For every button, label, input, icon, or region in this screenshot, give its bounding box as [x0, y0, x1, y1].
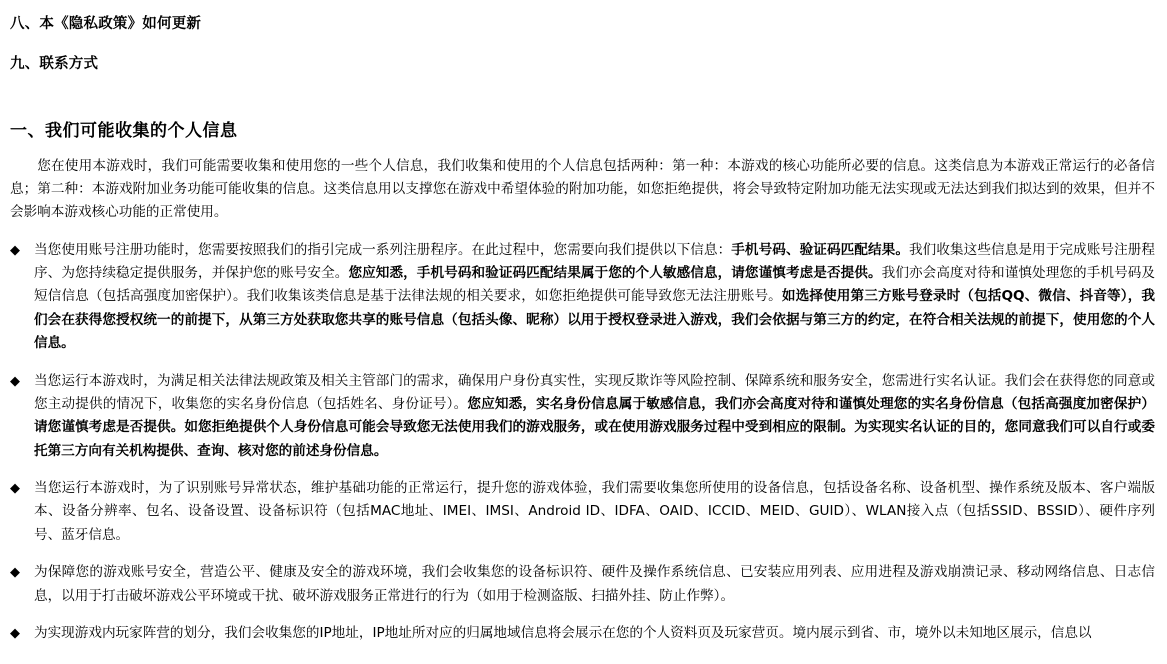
diamond-bullet-icon: ◆	[10, 373, 20, 389]
bullet-account-registration	[10, 239, 1155, 356]
toc-item-9: 九、联系方式	[10, 55, 99, 72]
bullet-account-registration-text: 当您使用账号注册功能时，您需要按照我们的指引完成一系列注册程序。在此过程中，您需要向我们提供以下信息：手机号码、验证码匹配结果。我们收集这些信息是用于完成账号注册程序、为您持续稳定提供服务，并保护您的账号安全。您应知悉，手机号码和验证码匹配结果属于您的个人敏感信息，请您谨慎考虑是否提供。我们亦会高度对待和谨慎处理您的手机号码及短信信息（包括高强度加密保护）。我们收集该类信息是基于法律法规的相关要求，如您拒绝提供可能导致您无法注册账号。如选择使用第三方账号登录时（包括QQ、微信、抖音等），我们会在获得您授权统一的前提下，从第三方处获取您共享的账号信息（包括头像、昵称）以用于授权登录进入游戏，我们会依据与第三方的约定，在符合相关法规的前提下，使用您的个人信息。	[34, 241, 1156, 352]
bullet-ip-camp-division-text: 为实现游戏内玩家阵营的划分，我们会收集您的IP地址，IP地址所对应的归属地域信息将会展示在您的个人资料页及玩家营页。境内展示到省、市，境外以未知地区展示，信息以	[34, 624, 1092, 641]
bullet-device-information	[10, 477, 1155, 547]
diamond-bullet-icon: ◆	[10, 481, 20, 496]
bullet-account-security-text: 为保障您的游戏账号安全，营造公平、健康及安全的游戏环境，我们会收集您的设备标识符、硬件及操作系统信息、已安装应用列表、应用进程及游戏崩溃记录、移动网络信息、日志信息，以用于打击破坏游戏公平环境或干扰、破坏游戏服务正常进行的行为（如用于检测盗版、扫描外挂、防止作弊）。	[34, 564, 1155, 604]
diamond-bullet-icon: ◆	[10, 565, 20, 581]
diamond-bullet-icon: ◆	[10, 625, 20, 641]
bullet-account-security	[10, 561, 1155, 608]
bullet-ip-camp-division	[10, 622, 1155, 645]
section-intro-paragraph: 您在使用本游戏时，我们可能需要收集和使用您的一些个人信息，我们收集和使用的个人信息包括两种：第一种：本游戏的核心功能所必要的信息。这类信息为本游戏正常运行的必备信息；第二种：本游戏附加业务功能可能收集的信息。这类信息用以支撑您在游戏中希望体验的附加功能，如您拒绝提供，将会导致特定附加功能无法实现或无法达到我们拟达到的效果，但并不会影响本游戏核心功能的正常使用。	[10, 157, 1155, 221]
bullet-real-name-verification	[10, 370, 1155, 464]
toc-item-8: 八、本《隐私政策》如何更新	[10, 16, 202, 32]
bullet-real-name-verification-text: 当您运行本游戏时，为满足相关法律法规政策及相关主管部门的需求，确保用户身份真实性，实现反欺诈等风险控制、保障系统和服务安全，您需进行实名认证。我们会在获得您的同意或您主动提供的情况下，收集您的实名身份信息（包括姓名、身份证号）。您应知悉，实名身份信息属于敏感信息，我们亦会高度对待和谨慎处理您的实名身份信息（包括高强度加密保护）请您谨慎考虑是否提供。如您拒绝提供个人身份信息可能会导致您无法使用我们的游戏服务，或在使用游戏服务过程中受到相应的限制。为实现实名认证的目的，您同意我们可以自行或委托第三方向有关机构提供、查询、核对您的前述身份信息。	[34, 372, 1156, 459]
section-heading: 一、我们可能收集的个人信息	[10, 120, 238, 141]
diamond-bullet-icon: ◆	[10, 242, 20, 258]
bullet-device-information-text: 当您运行本游戏时，为了识别账号异常状态，维护基础功能的正常运行，提升您的游戏体验，我们需要收集您所使用的设备信息，包括设备名称、设备机型、操作系统及版本、客户端版本、设备分辨率、包名、设备设置、设备标识符（包括MAC地址、IMEI、IMSI、Android ID、IDFA、OAID、ICCID、MEID、GUID）、WLAN接入点（包括SSID、BSSID）、硬件序列号、蓝牙信息。	[34, 480, 1155, 543]
